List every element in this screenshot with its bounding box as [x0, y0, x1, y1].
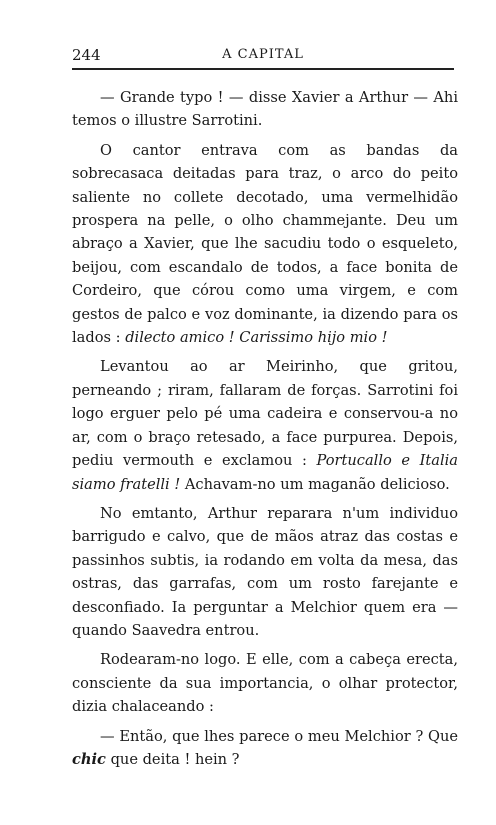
page-body: [72, 86, 458, 771]
paragraph-text: No emtanto, Arthur reparara n'um individuo barrigudo e calvo, que de mãos atraz das costas e passinhos subtis, ia rodando em volta da mesa, das ostras, das garrafas, com um rosto farejante e desconfiado. Ia perguntar a Melchior quem era — quando Saavedra entrou.: [72, 504, 458, 639]
paragraph-text: — Grande typo ! — disse Xavier a Arthur — Ahi temos o illustre Sarrotini.: [72, 89, 458, 130]
paragraph: [72, 139, 458, 350]
paragraph-text: — Então, que lhes parece o meu Melchior ? Que: [100, 727, 458, 745]
italic-phrase: Portucallo e Italia siamo fratelli !: [72, 452, 459, 493]
page-header: [72, 46, 454, 70]
paragraph: [72, 725, 458, 772]
paragraph: [72, 86, 458, 133]
page-number: 244: [72, 46, 101, 64]
paragraph-text: Levantou ao ar Meirinho, que gritou, perneando ; riram, fallaram de forças. Sarrotini foi logo erguer pelo pé uma cadeira e conservou-a no ar, com o braço retesado, a face purpurea. Depois, pediu vermouth e exclamou :: [72, 358, 458, 470]
paragraph-text: que deita ! hein ?: [105, 750, 240, 768]
paragraph-text: Rodearam-no logo. E elle, com a cabeça erecta, consciente da sua importancia, o olhar protector, dizia chalaceando :: [72, 651, 458, 716]
paragraph: [72, 355, 458, 495]
paragraph: [72, 502, 458, 642]
italic-phrase: dilecto amico ! Carissimo hijo mio !: [125, 329, 388, 347]
paragraph-text: O cantor entrava com as bandas da sobrecasaca deitadas para traz, o arco do peito saliente no collete decotado, uma vermelhidão prospera na pelle, o olho chammejante. Deu um abraço a Xavier, que lhe sacudiu todo o esqueleto, beijou, com escandalo de todos, a face bonita de Cordeiro, que córou como uma virgem, e com gestos de palco e voz dominante, ia dizendo para os lados :: [72, 141, 458, 347]
running-title: A CAPITAL: [222, 47, 304, 62]
italic-bold-word: chic: [72, 750, 106, 768]
paragraph-text: Achavam-no um maganão delicioso.: [180, 475, 450, 493]
paragraph: [72, 648, 458, 718]
